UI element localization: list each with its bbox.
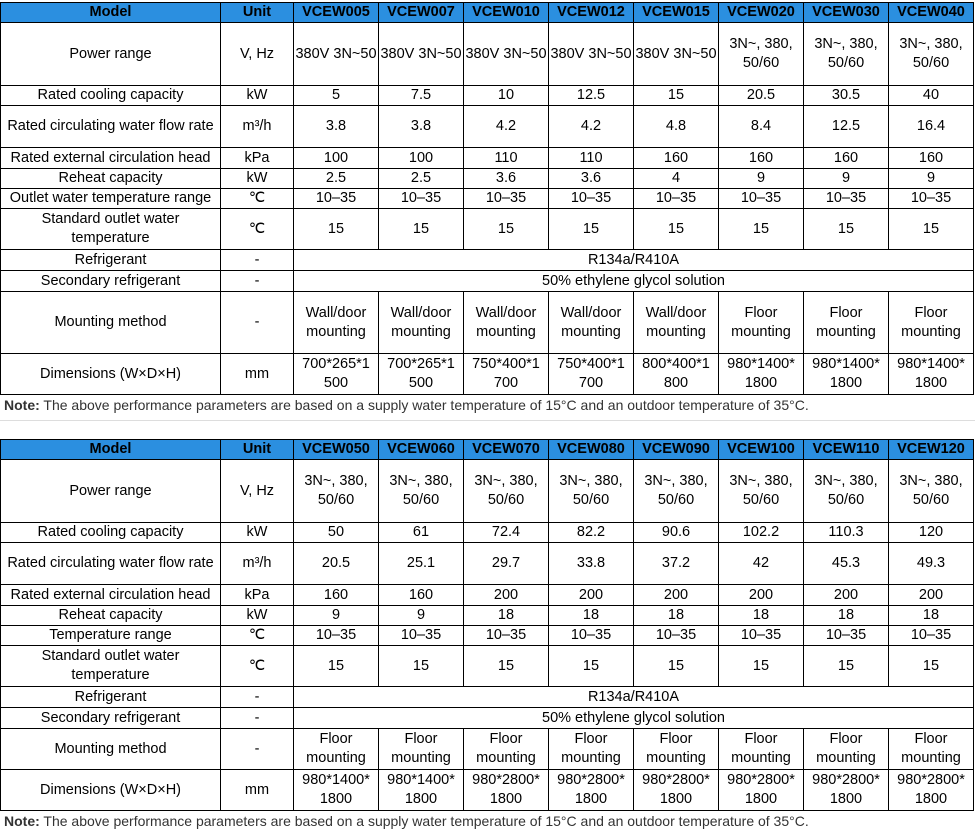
value-cell: Floor mounting xyxy=(634,729,719,770)
value-cell: 10–35 xyxy=(549,189,634,209)
spec-block-1 xyxy=(0,2,975,416)
value-cell: 10–35 xyxy=(719,189,804,209)
row-unit: V, Hz xyxy=(221,23,294,86)
value-cell: Wall/door mounting xyxy=(634,292,719,354)
value-cell: 18 xyxy=(634,606,719,626)
value-cell: 50 xyxy=(294,523,379,543)
value-cell: 980*1400* 1800 xyxy=(719,354,804,395)
table-row xyxy=(1,23,974,86)
table-row xyxy=(1,86,974,106)
row-unit: kPa xyxy=(221,148,294,169)
value-cell: 3.8 xyxy=(294,106,379,148)
value-cell: 9 xyxy=(804,169,889,189)
value-cell: 160 xyxy=(889,148,974,169)
row-label: Power range xyxy=(1,23,221,86)
row-label: Rated cooling capacity xyxy=(1,523,221,543)
value-cell: 980*2800* 1800 xyxy=(719,770,804,811)
value-cell: Wall/door mounting xyxy=(464,292,549,354)
header-model-code: VCEW005 xyxy=(294,3,379,23)
row-unit: kPa xyxy=(221,585,294,606)
table-row xyxy=(1,646,974,687)
value-cell: 18 xyxy=(719,606,804,626)
row-unit: - xyxy=(221,708,294,729)
value-cell: 18 xyxy=(889,606,974,626)
row-unit: mm xyxy=(221,354,294,395)
value-cell: 160 xyxy=(379,585,464,606)
value-cell: 200 xyxy=(889,585,974,606)
value-cell: 10–35 xyxy=(294,189,379,209)
value-cell: 980*2800* 1800 xyxy=(634,770,719,811)
value-cell: 18 xyxy=(804,606,889,626)
row-unit: kW xyxy=(221,523,294,543)
value-cell: Floor mounting xyxy=(804,292,889,354)
value-cell: 90.6 xyxy=(634,523,719,543)
header-model-code: VCEW050 xyxy=(294,440,379,460)
value-cell: 200 xyxy=(634,585,719,606)
value-cell: 980*1400* 1800 xyxy=(294,770,379,811)
value-cell: 30.5 xyxy=(804,86,889,106)
value-cell: 200 xyxy=(549,585,634,606)
value-cell: 3N~, 380, 50/60 xyxy=(889,460,974,523)
value-cell: 15 xyxy=(889,646,974,687)
footnote-label: Note: xyxy=(4,813,40,829)
value-cell: 4.2 xyxy=(464,106,549,148)
value-cell: 15 xyxy=(804,646,889,687)
value-cell: 10–35 xyxy=(379,626,464,646)
value-cell: 380V 3N~50 xyxy=(379,23,464,86)
value-cell: 15 xyxy=(294,209,379,250)
value-cell: 10 xyxy=(464,86,549,106)
value-cell: 40 xyxy=(889,86,974,106)
row-label: Reheat capacity xyxy=(1,169,221,189)
value-cell: 380V 3N~50 xyxy=(549,23,634,86)
value-cell: Floor mounting xyxy=(889,729,974,770)
merged-value-cell: R134a/R410A xyxy=(294,687,974,708)
value-cell: 200 xyxy=(719,585,804,606)
row-unit: m³/h xyxy=(221,106,294,148)
row-unit: kW xyxy=(221,169,294,189)
value-cell: Wall/door mounting xyxy=(294,292,379,354)
value-cell: 2.5 xyxy=(379,169,464,189)
value-cell: 160 xyxy=(804,148,889,169)
row-label: Rated external circulation head xyxy=(1,148,221,169)
row-unit: kW xyxy=(221,606,294,626)
value-cell: 100 xyxy=(294,148,379,169)
table-row xyxy=(1,585,974,606)
value-cell: 42 xyxy=(719,543,804,585)
value-cell: 25.1 xyxy=(379,543,464,585)
value-cell: 102.2 xyxy=(719,523,804,543)
header-model-code: VCEW080 xyxy=(549,440,634,460)
value-cell: Floor mounting xyxy=(719,292,804,354)
table-row xyxy=(1,271,974,292)
header-model-code: VCEW015 xyxy=(634,3,719,23)
header-model: Model xyxy=(1,440,221,460)
header-unit: Unit xyxy=(221,3,294,23)
value-cell: 15 xyxy=(634,86,719,106)
merged-value-cell: 50% ethylene glycol solution xyxy=(294,271,974,292)
value-cell: 160 xyxy=(294,585,379,606)
value-cell: 10–35 xyxy=(719,626,804,646)
value-cell: 980*2800* 1800 xyxy=(464,770,549,811)
value-cell: 15 xyxy=(719,646,804,687)
table-row xyxy=(1,460,974,523)
value-cell: 15 xyxy=(549,209,634,250)
value-cell: 9 xyxy=(719,169,804,189)
row-label: Temperature range xyxy=(1,626,221,646)
value-cell: 3N~, 380, 50/60 xyxy=(379,460,464,523)
footnote xyxy=(0,811,975,832)
row-unit: ℃ xyxy=(221,626,294,646)
value-cell: 9 xyxy=(294,606,379,626)
value-cell: 160 xyxy=(634,148,719,169)
value-cell: 15 xyxy=(889,209,974,250)
header-model-code: VCEW070 xyxy=(464,440,549,460)
value-cell: 20.5 xyxy=(294,543,379,585)
header-model-code: VCEW040 xyxy=(889,3,974,23)
value-cell: 15 xyxy=(379,646,464,687)
value-cell: 16.4 xyxy=(889,106,974,148)
value-cell: 3N~, 380, 50/60 xyxy=(804,23,889,86)
value-cell: 120 xyxy=(889,523,974,543)
value-cell: 49.3 xyxy=(889,543,974,585)
value-cell: 3N~, 380, 50/60 xyxy=(719,460,804,523)
header-model: Model xyxy=(1,3,221,23)
row-label: Outlet water temperature range xyxy=(1,189,221,209)
value-cell: Floor mounting xyxy=(294,729,379,770)
header-row xyxy=(1,3,974,23)
value-cell: 15 xyxy=(464,209,549,250)
value-cell: 3N~, 380, 50/60 xyxy=(294,460,379,523)
header-model-code: VCEW110 xyxy=(804,440,889,460)
value-cell: 12.5 xyxy=(804,106,889,148)
value-cell: 10–35 xyxy=(634,189,719,209)
header-model-code: VCEW090 xyxy=(634,440,719,460)
value-cell: 10–35 xyxy=(464,626,549,646)
value-cell: 8.4 xyxy=(719,106,804,148)
value-cell: 15 xyxy=(634,209,719,250)
spec-table xyxy=(0,2,974,395)
row-label: Secondary refrigerant xyxy=(1,271,221,292)
value-cell: Floor mounting xyxy=(464,729,549,770)
table-row xyxy=(1,687,974,708)
value-cell: 200 xyxy=(464,585,549,606)
value-cell: 700*265*1 500 xyxy=(294,354,379,395)
value-cell: Floor mounting xyxy=(379,729,464,770)
value-cell: 72.4 xyxy=(464,523,549,543)
table-row xyxy=(1,209,974,250)
table-row xyxy=(1,523,974,543)
value-cell: Wall/door mounting xyxy=(549,292,634,354)
value-cell: 980*1400* 1800 xyxy=(889,354,974,395)
value-cell: 10–35 xyxy=(464,189,549,209)
value-cell: 750*400*1 700 xyxy=(464,354,549,395)
row-label: Rated external circulation head xyxy=(1,585,221,606)
value-cell: 15 xyxy=(294,646,379,687)
value-cell: 4 xyxy=(634,169,719,189)
spec-block-2 xyxy=(0,439,975,832)
value-cell: 380V 3N~50 xyxy=(464,23,549,86)
row-unit: mm xyxy=(221,770,294,811)
value-cell: 980*2800* 1800 xyxy=(804,770,889,811)
row-unit: - xyxy=(221,729,294,770)
table-row xyxy=(1,106,974,148)
table-row xyxy=(1,354,974,395)
value-cell: 7.5 xyxy=(379,86,464,106)
value-cell: 15 xyxy=(464,646,549,687)
value-cell: 380V 3N~50 xyxy=(294,23,379,86)
header-model-code: VCEW030 xyxy=(804,3,889,23)
row-unit: kW xyxy=(221,86,294,106)
value-cell: 3.8 xyxy=(379,106,464,148)
row-label: Refrigerant xyxy=(1,687,221,708)
row-label: Mounting method xyxy=(1,729,221,770)
value-cell: 980*2800* 1800 xyxy=(549,770,634,811)
footnote xyxy=(0,395,975,416)
table-row xyxy=(1,606,974,626)
value-cell: 10–35 xyxy=(804,626,889,646)
row-label: Refrigerant xyxy=(1,250,221,271)
row-unit: m³/h xyxy=(221,543,294,585)
value-cell: 15 xyxy=(804,209,889,250)
value-cell: 750*400*1 700 xyxy=(549,354,634,395)
row-label: Mounting method xyxy=(1,292,221,354)
value-cell: Floor mounting xyxy=(549,729,634,770)
row-unit: V, Hz xyxy=(221,460,294,523)
row-unit: ℃ xyxy=(221,646,294,687)
header-model-code: VCEW120 xyxy=(889,440,974,460)
row-unit: - xyxy=(221,292,294,354)
footnote-text: The above performance parameters are based on a supply water temperature of 15°C and an outdoor temperature of 35°C. xyxy=(43,397,809,413)
value-cell: 800*400*1 800 xyxy=(634,354,719,395)
value-cell: 10–35 xyxy=(379,189,464,209)
value-cell: 3N~, 380, 50/60 xyxy=(549,460,634,523)
value-cell: 10–35 xyxy=(294,626,379,646)
row-label: Secondary refrigerant xyxy=(1,708,221,729)
row-unit: ℃ xyxy=(221,209,294,250)
value-cell: 15 xyxy=(634,646,719,687)
value-cell: 980*2800* 1800 xyxy=(889,770,974,811)
value-cell: Floor mounting xyxy=(889,292,974,354)
table-row xyxy=(1,148,974,169)
value-cell: 18 xyxy=(464,606,549,626)
value-cell: 33.8 xyxy=(549,543,634,585)
value-cell: 20.5 xyxy=(719,86,804,106)
value-cell: 10–35 xyxy=(634,626,719,646)
header-model-code: VCEW060 xyxy=(379,440,464,460)
row-label: Standard outlet water temperature xyxy=(1,209,221,250)
value-cell: 100 xyxy=(379,148,464,169)
value-cell: 3N~, 380, 50/60 xyxy=(804,460,889,523)
value-cell: 700*265*1 500 xyxy=(379,354,464,395)
table-row xyxy=(1,543,974,585)
value-cell: 10–35 xyxy=(804,189,889,209)
value-cell: 3N~, 380, 50/60 xyxy=(464,460,549,523)
value-cell: Floor mounting xyxy=(719,729,804,770)
value-cell: 10–35 xyxy=(889,626,974,646)
footnote-text: The above performance parameters are based on a supply water temperature of 15°C and an outdoor temperature of 35°C. xyxy=(43,813,809,829)
header-model-code: VCEW100 xyxy=(719,440,804,460)
value-cell: 9 xyxy=(889,169,974,189)
header-model-code: VCEW010 xyxy=(464,3,549,23)
row-unit: - xyxy=(221,687,294,708)
table-row xyxy=(1,169,974,189)
value-cell: 200 xyxy=(804,585,889,606)
value-cell: 18 xyxy=(549,606,634,626)
table-row xyxy=(1,770,974,811)
value-cell: 380V 3N~50 xyxy=(634,23,719,86)
value-cell: 10–35 xyxy=(889,189,974,209)
row-unit: ℃ xyxy=(221,189,294,209)
table-row xyxy=(1,250,974,271)
value-cell: 110 xyxy=(464,148,549,169)
value-cell: 15 xyxy=(719,209,804,250)
value-cell: 5 xyxy=(294,86,379,106)
row-label: Power range xyxy=(1,460,221,523)
table-row xyxy=(1,729,974,770)
value-cell: 12.5 xyxy=(549,86,634,106)
value-cell: 110 xyxy=(549,148,634,169)
footnote-label: Note: xyxy=(4,397,40,413)
value-cell: 82.2 xyxy=(549,523,634,543)
value-cell: 4.8 xyxy=(634,106,719,148)
header-model-code: VCEW007 xyxy=(379,3,464,23)
value-cell: 3.6 xyxy=(464,169,549,189)
header-row xyxy=(1,440,974,460)
value-cell: 15 xyxy=(379,209,464,250)
header-model-code: VCEW020 xyxy=(719,3,804,23)
row-label: Dimensions (W×D×H) xyxy=(1,770,221,811)
row-label: Standard outlet water temperature xyxy=(1,646,221,687)
value-cell: 4.2 xyxy=(549,106,634,148)
value-cell: 29.7 xyxy=(464,543,549,585)
merged-value-cell: 50% ethylene glycol solution xyxy=(294,708,974,729)
table-row xyxy=(1,292,974,354)
row-label: Rated circulating water flow rate xyxy=(1,106,221,148)
value-cell: 3N~, 380, 50/60 xyxy=(634,460,719,523)
value-cell: 160 xyxy=(719,148,804,169)
value-cell: 980*1400* 1800 xyxy=(379,770,464,811)
spec-table xyxy=(0,439,974,811)
value-cell: 37.2 xyxy=(634,543,719,585)
value-cell: Wall/door mounting xyxy=(379,292,464,354)
row-unit: - xyxy=(221,250,294,271)
value-cell: 9 xyxy=(379,606,464,626)
value-cell: 61 xyxy=(379,523,464,543)
table-row xyxy=(1,708,974,729)
table-row xyxy=(1,189,974,209)
row-label: Dimensions (W×D×H) xyxy=(1,354,221,395)
value-cell: 2.5 xyxy=(294,169,379,189)
value-cell: Floor mounting xyxy=(804,729,889,770)
row-label: Rated cooling capacity xyxy=(1,86,221,106)
value-cell: 110.3 xyxy=(804,523,889,543)
value-cell: 45.3 xyxy=(804,543,889,585)
value-cell: 3.6 xyxy=(549,169,634,189)
header-unit: Unit xyxy=(221,440,294,460)
separator xyxy=(0,420,975,421)
value-cell: 980*1400* 1800 xyxy=(804,354,889,395)
row-label: Reheat capacity xyxy=(1,606,221,626)
header-model-code: VCEW012 xyxy=(549,3,634,23)
value-cell: 15 xyxy=(549,646,634,687)
row-unit: - xyxy=(221,271,294,292)
merged-value-cell: R134a/R410A xyxy=(294,250,974,271)
value-cell: 3N~, 380, 50/60 xyxy=(889,23,974,86)
value-cell: 3N~, 380, 50/60 xyxy=(719,23,804,86)
value-cell: 10–35 xyxy=(549,626,634,646)
table-row xyxy=(1,626,974,646)
row-label: Rated circulating water flow rate xyxy=(1,543,221,585)
